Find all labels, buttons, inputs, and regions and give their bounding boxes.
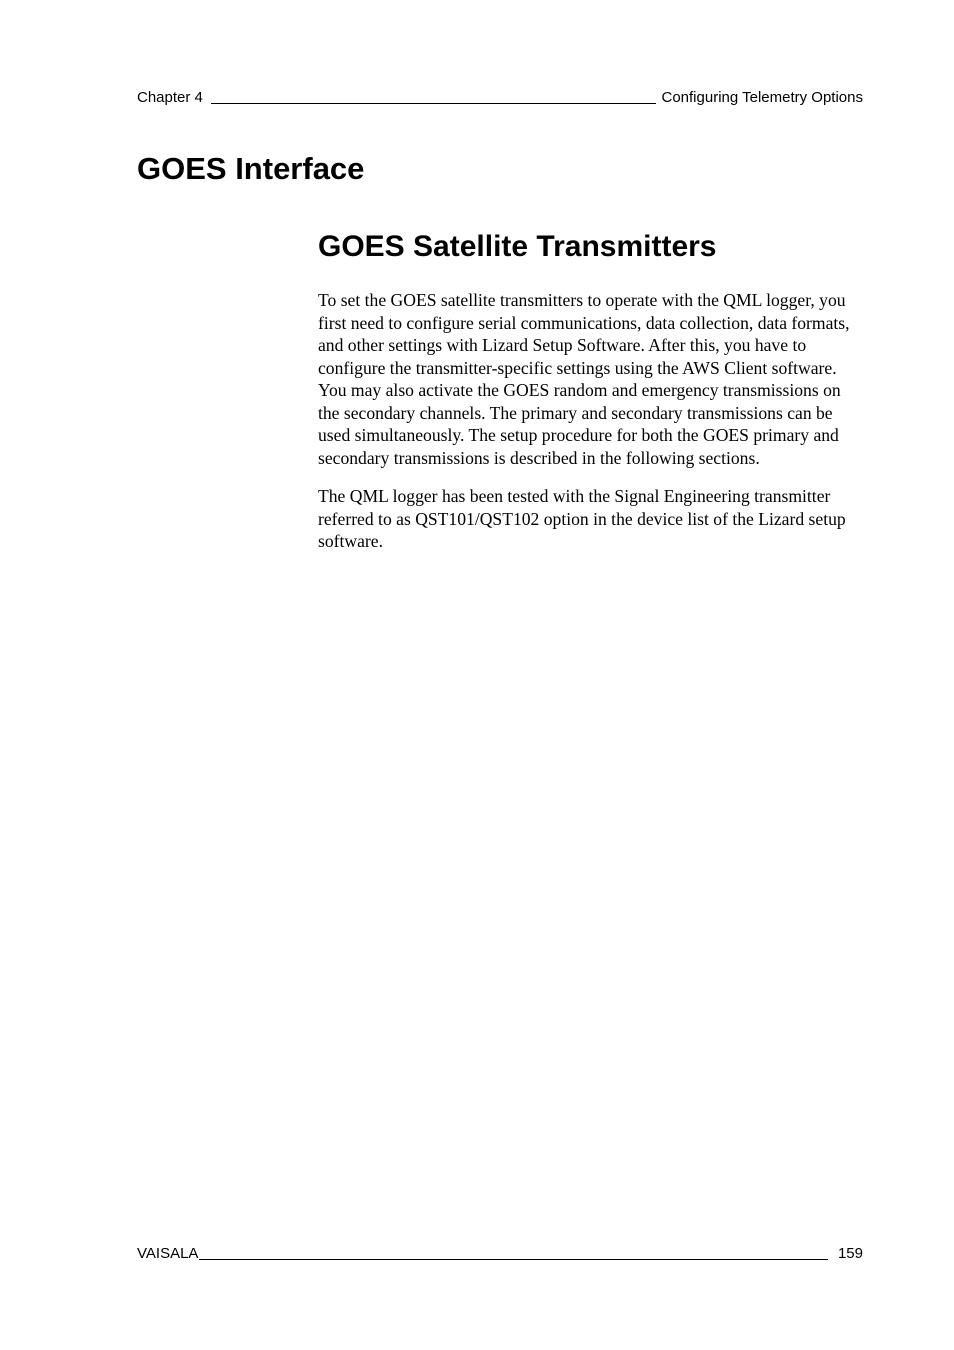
section-title: GOES Interface	[137, 151, 365, 186]
subsection-title: GOES Satellite Transmitters	[318, 230, 717, 263]
paragraph: To set the GOES satellite transmitters to operate with the QML logger, you first need to configure serial communications, data collection, data formats, and other settings with Lizard Setup Software. After this, you have to configure the transmitter-specific settings using the AWS Client software. You may also activate the GOES random and emergency transmissions on the secondary channels. The primary and secondary transmissions can be used simultaneously. The setup procedure for both the GOES primary and secondary transmissions is described in the following sections.	[318, 290, 850, 468]
header-rule	[211, 103, 656, 104]
header-chapter: Chapter 4	[137, 89, 203, 106]
page-header	[137, 86, 863, 108]
footer-company: VAISALA	[137, 1245, 199, 1262]
header-chapter-title: Configuring Telemetry Options	[661, 89, 863, 106]
footer-rule	[199, 1259, 828, 1260]
page-number: 159	[837, 1245, 863, 1262]
body-text	[318, 289, 863, 569]
paragraph: The QML logger has been tested with the Signal Engineering transmitter referred to as QST101/QST102 option in the device list of the Lizard setup software.	[318, 486, 846, 551]
page-footer	[137, 1242, 863, 1264]
